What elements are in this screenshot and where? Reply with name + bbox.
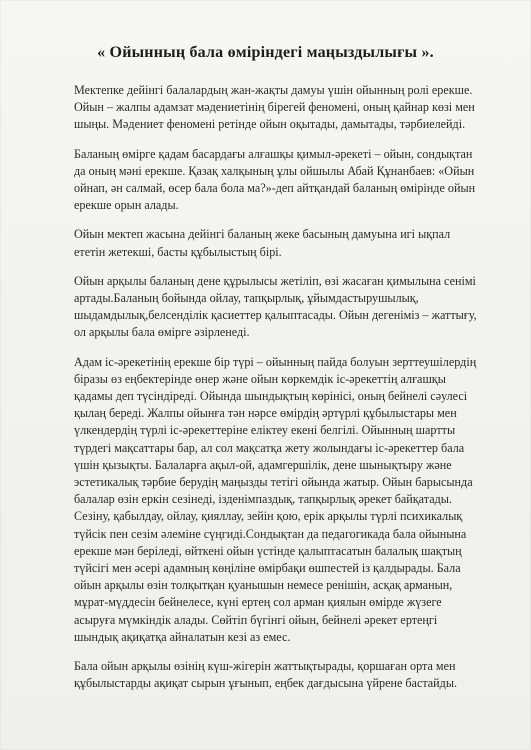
- paragraph-line: құбылыстарды ақиқат сырын ұғынып, еңбек дағдысына үйрене бастайды.: [74, 676, 458, 691]
- paragraph-line: түйсігі мен әсері адамның көңіліне өмірбақи өшпестей із қалдырады. Бала: [74, 561, 461, 576]
- paragraph-line: Мектепке дейінгі балалардың жан-жақты дамуы үшін ойынның ролі ерекше.: [74, 83, 473, 97]
- paragraph-line: ойнап, ән салмай, өсер бала бола ма?»-деп айтқандай баланың өмірінде ойын: [74, 181, 476, 196]
- paragraph-line: қылаң береді. Жалпы ойынға тән нәрсе өмірдің әртүрлі құбылыстары мен: [74, 406, 457, 421]
- paragraph-2: [74, 146, 504, 215]
- paragraph-line: шыдамдылық,белсенділік қасиеттер қалыптасады. Ойын дегеніміз – жаттығу,: [74, 308, 477, 323]
- paragraph-line: да оның мәні ерекше. Қазақ халқының ұлы ойшылы Абай Құнанбаев: «Ойын: [74, 163, 475, 178]
- paragraph-line: қадамы деп түсіндіреді. Ойында шындықтың көрінісі, оның бейнелі сәулесі: [74, 389, 468, 404]
- paragraph-line: ететін жетекші, басты құбылыстың бірі.: [74, 244, 282, 259]
- paragraph-5: [74, 354, 504, 646]
- paragraph-line: асыруға мүмкіндік алады. Сөйтіп бүгінгі ойын, бейнелі әрекет ертеңгі: [74, 612, 438, 627]
- paragraph-line: ойын арқылы өзін толқытқан қуанышын немесе ренішін, асқақ арманын,: [74, 578, 453, 593]
- paragraph-line: ерекше мән беріледі, өйткені ойын үстінде қалыптасатын балалық шақтың: [74, 543, 462, 558]
- document-title: « Ойынның бала өміріндегі маңыздылығы ».: [97, 44, 434, 61]
- paragraph-6: [74, 658, 504, 692]
- paragraph-line: Бала ойын арқылы өзінің күш-жігерін жаттықтырады, қоршаған орта мен: [74, 659, 456, 674]
- paragraph-line: шыңы. Мәдениет феномені ретінде ойын оқытады, дамытады, тәрбиелейді.: [74, 117, 466, 132]
- paragraph-line: үлкендердің түрлі іс-әрекеттеріне еліктеу екені белгілі. Ойынның шартты: [74, 423, 456, 438]
- paragraph-line: түйсік пен сезім әлеміне сүңгиді.Сондықтан да педагогикада бала ойынына: [74, 526, 467, 541]
- paragraph-line: Ойын арқылы баланың дене құрылысы жетіліп, өзі жасаған қимылына сенімі: [74, 273, 476, 288]
- paragraph-line: үшін қызықты. Балаларға ақыл-ой, адамгершілік, дене шынықтыру және: [74, 457, 452, 472]
- paragraph-line: эстетикалық тәрбие берудің маңызды тетігі ойында жатыр. Ойын барысында: [74, 475, 473, 490]
- paragraph-line: Ойын – жалпы адамзат мәдениетінің бірегей феномені, оның қайнар көзі мен: [74, 100, 475, 115]
- paragraph-line: артады.Баланың бойында ойлау, тапқырлық, ұйымдастырушылық,: [74, 291, 419, 306]
- paragraph-line: шындық ақиқатқа айналатын кезі аз емес.: [74, 629, 291, 644]
- paragraph-1: [74, 82, 504, 134]
- paragraph-line: біразы өз еңбектерінде өнер және ойын көркемдік іс-әрекеттің алғашқы: [74, 371, 446, 386]
- paragraph-4: [74, 273, 504, 342]
- paragraph-line: Баланың өмірге қадам басардағы алғашқы қимыл-әрекеті – ойын, сондықтан: [74, 146, 473, 161]
- document-body: [74, 82, 504, 705]
- paragraph-line: ол арқылы бала өмірге әзірленеді.: [74, 325, 250, 340]
- paragraph-3: [74, 226, 504, 260]
- paragraph-line: Ойын мектеп жасына дейінгі баланың жеке басының дамуына игі ықпал: [74, 227, 451, 242]
- paragraph-line: ерекше орын алады.: [74, 198, 179, 213]
- paragraph-line: түрдегі мақсаттары бар, ал сол мақсатқа жету жолындағы іс-әрекеттер бала: [74, 440, 465, 455]
- paragraph-line: Адам іс-әрекетінің ерекше бір түрі – ойынның пайда болуын зерттеушілердің: [74, 354, 477, 369]
- paragraph-line: балалар өзін еркін сезінеді, ізденімпаздық, тапқырлық әрекет байқатады.: [74, 492, 452, 507]
- paragraph-line: Сезіну, қабылдау, ойлау, қияллау, зейін қою, ерік арқылы түрлі психикалық: [74, 509, 463, 524]
- paragraph-line: мұрат-мүддесін бейнелесе, күні ертең сол арман қиялын өмірде жүзеге: [74, 595, 442, 610]
